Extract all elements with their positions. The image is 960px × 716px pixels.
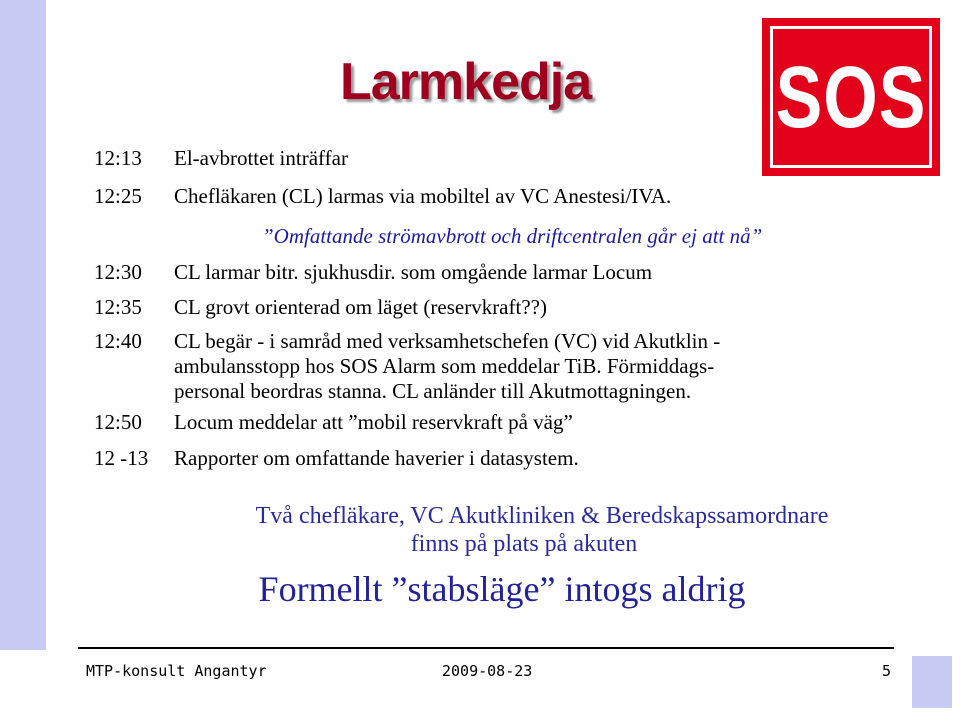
sos-logo bbox=[762, 18, 940, 176]
timeline-text: Rapporter om omfattande haverier i datasystem. bbox=[174, 446, 579, 470]
timeline-text: personal beordras stanna. CL anländer till Akutmottagningen. bbox=[174, 379, 692, 403]
footer-page-number: 5 bbox=[882, 662, 892, 680]
summary-line: Två chefläkare, VC Akutkliniken & Beredskapssamordnare bbox=[255, 503, 829, 529]
timeline-text: CL begär - i samråd med verksamhetschefen (VC) vid Akutklin - bbox=[174, 329, 721, 353]
timeline-text: Locum meddelar att ”mobil reservkraft på väg” bbox=[174, 410, 573, 434]
quote-text: ”Omfattande strömavbrott och driftcentralen går ej att nå” bbox=[262, 224, 763, 248]
timeline-text: El-avbrottet inträffar bbox=[174, 146, 348, 170]
left-decor-bar bbox=[0, 0, 46, 650]
timeline-time: 12:40 bbox=[94, 329, 142, 353]
timeline-time: 12:30 bbox=[94, 260, 142, 284]
conclusion-text: Formellt ”stabsläge” intogs aldrig bbox=[258, 569, 746, 609]
timeline-time: 12:13 bbox=[94, 146, 142, 170]
timeline-time: 12:50 bbox=[94, 410, 142, 434]
slide-title: Larmkedja bbox=[340, 53, 592, 111]
sos-logo-frame bbox=[770, 26, 932, 168]
timeline-text: CL larmar bitr. sjukhusdir. som omgående larmar Locum bbox=[174, 260, 653, 284]
footer-date: 2009-08-23 bbox=[442, 662, 533, 680]
corner-decor-square bbox=[912, 656, 952, 708]
footer-author: MTP-konsult Angantyr bbox=[86, 662, 267, 680]
footer-divider bbox=[78, 647, 894, 649]
summary-line: finns på plats på akuten bbox=[410, 531, 638, 557]
timeline-text: CL grovt orienterad om läget (reservkraft??) bbox=[174, 295, 547, 319]
timeline-time: 12:35 bbox=[94, 295, 142, 319]
timeline-text: ambulansstopp hos SOS Alarm som meddelar TiB. Förmiddags- bbox=[174, 354, 715, 378]
timeline-text: Chefläkaren (CL) larmas via mobiltel av VC Anestesi/IVA. bbox=[174, 184, 672, 208]
timeline-time: 12:25 bbox=[94, 184, 142, 208]
timeline-time: 12 -13 bbox=[94, 446, 149, 470]
sos-logo-text: SOS bbox=[775, 48, 927, 146]
